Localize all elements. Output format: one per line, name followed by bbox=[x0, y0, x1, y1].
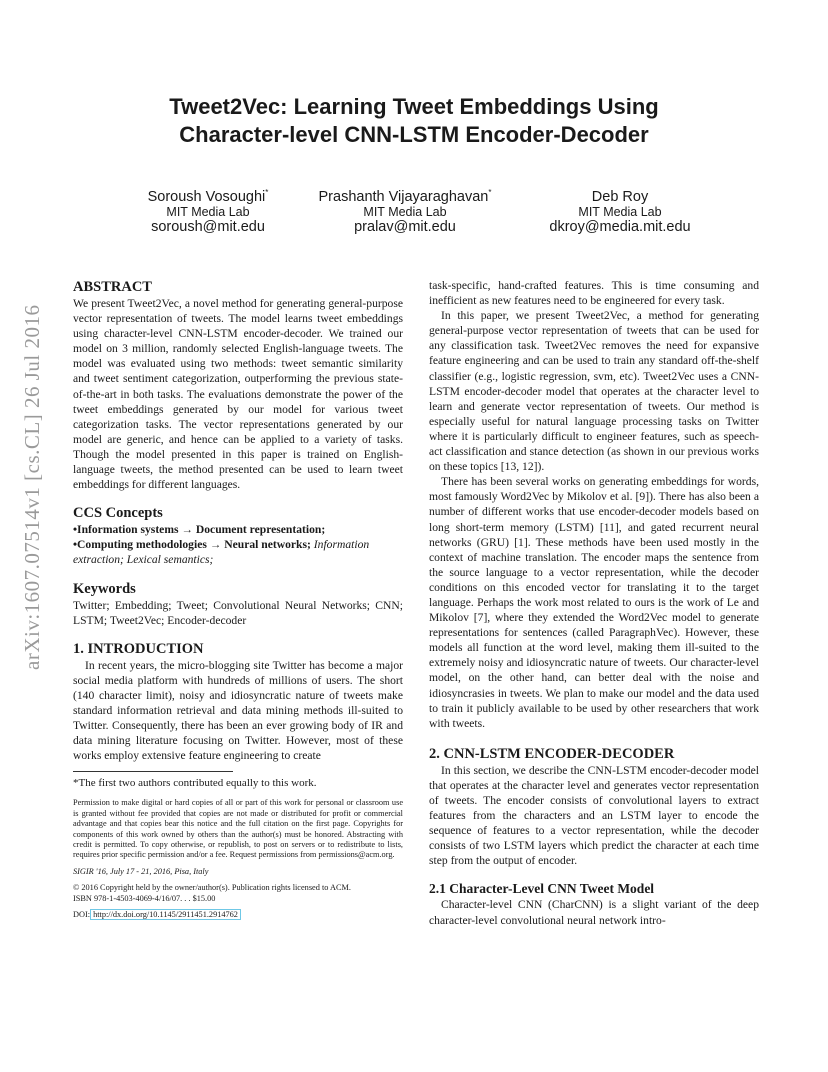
ccs-heading: CCS Concepts bbox=[73, 505, 163, 522]
footnote-rule bbox=[73, 771, 233, 772]
ccs-line-1: •Information systems → Document representation; bbox=[73, 523, 326, 537]
ccs-concepts bbox=[73, 522, 403, 567]
ccs-line-2-italic: Information extraction; Lexical semantics; bbox=[73, 538, 370, 567]
author-email: soroush@mit.edu bbox=[151, 218, 265, 235]
section-2-heading: 2. CNN-LSTM ENCODER-DECODER bbox=[429, 745, 675, 762]
arxiv-stamp: arXiv:1607.07514v1 [cs.CL] 26 Jul 2016 bbox=[20, 304, 44, 670]
author-email: dkroy@media.mit.edu bbox=[549, 218, 691, 235]
author-email: pralav@mit.edu bbox=[354, 218, 456, 235]
author-mark: * bbox=[265, 188, 269, 197]
abstract-text: We present Tweet2Vec, a novel method for generating general-purpose vector representation of tweets. The model learns tweet embeddings using character-level CNN-LSTM encoder-decoder. We trained our model on 3 million, randomly selected English-language tweets. The model was evaluated using two methods: tweet semantic similarity and tweet sentiment categorization, outperforming the previous state-of-the-art in both tasks. The evaluations demonstrate the power of the tweet embeddings generated by our model for various tweet categorization tasks. The vector representations generated by our model are generic, and hence can be applied to a variety of tasks. Though the model presented in this paper is trained on English-language tweets, the method presented can be used to learn tweet embeddings for different languages. bbox=[73, 297, 403, 492]
intro-paragraph-1: In recent years, the micro-blogging site Twitter has become a major social media platform with hundreds of millions of users. The short (140 character limit), noisy and idiosyncratic nature of tweets make standard information retrieval and data mining methods ill-suited to Twitter. Consequently, there has been an ever growing body of IR and data mining literature focusing on Twitter. However, most of these works employ extensive feature engineering to create bbox=[73, 658, 403, 763]
footnote: *The first two authors contributed equally to this work. bbox=[73, 777, 317, 790]
intro-paragraph-3: There has been several works on generating embeddings for words, most famously Word2Vec by Mikolov et al. [9]). There has also been a number of different works that use encoder-decoder models based on long short-term memory (LSTM) [11], and gated recurrent neural networks (GRU) [1]. These methods have been used mostly in the context of machine translation. The encoder maps the sentence from the source language to a vector representation, while the decoder conditions on this encoded vector for translating it to the target language. Perhaps the work most related to ours is the work of Le and Mikolov [7], where they extended the Word2Vec model to generate representations for sentences (called ParagraphVec). However, these models all function at the word level, making them ill-suited to the extremely noisy and idiosyncratic nature of tweets. Our character-level model, on the other hand, can better deal with the noise and idiosyncrasies in tweets. We plan to make our model and the data used to train it publicly available to be used by other researchers that work with tweets. bbox=[429, 475, 759, 730]
right-column bbox=[429, 278, 759, 928]
section-2-text: In this section, we describe the CNN-LSTM encoder-decoder model that operates at the character level and generates vector representation of tweets. The encoder consists of convolutional layers to extract features from the characters and an LSTM layer to encode the sequence of features to a vector representation, while the decoder consists of two LSTM layers which predict the character at each time step from the output of encoder. bbox=[429, 763, 759, 868]
doi-link[interactable]: http://dx.doi.org/10.1145/2911451.2914762 bbox=[90, 909, 241, 920]
author-block bbox=[118, 184, 298, 236]
left-column bbox=[73, 278, 403, 920]
title-line-2: Character-level CNN-LSTM Encoder-Decoder bbox=[179, 122, 649, 147]
title-line-1: Tweet2Vec: Learning Tweet Embeddings Using bbox=[169, 94, 659, 119]
section-2-1-text: Character-level CNN (CharCNN) is a slight variant of the deep character-level convolutional neural network intro- bbox=[429, 898, 759, 927]
author-block bbox=[304, 184, 506, 236]
keywords-heading: Keywords bbox=[73, 580, 136, 597]
intro-heading: 1. INTRODUCTION bbox=[73, 640, 204, 657]
isbn: ISBN 978-1-4503-4069-4/16/07. . . $15.00 bbox=[73, 893, 216, 903]
doi-label: DOI: bbox=[73, 910, 91, 919]
ccs-line-2: •Computing methodologies → Neural networks; bbox=[73, 538, 311, 552]
author-block bbox=[530, 184, 710, 236]
author-mark: * bbox=[488, 188, 492, 197]
intro-paragraph-2: In this paper, we present Tweet2Vec, a method for generating general-purpose vector representation of tweets that can be used for any classification task. Tweet2Vec removes the need for expansive feature engineering and can be used to train any standard off-the-shelf classifier (e.g., logistic regression, svm, etc). Tweet2Vec uses a CNN-LSTM encoder-decoder model that operates at the character level to learn and generate vector representation of tweets. Our method is especially useful for natural language processing tasks on Twitter where it is particularly difficult to engineer features, such as speech-act classification and stance detection (as shown in our previous works on these topics [13, 12]). bbox=[429, 309, 759, 474]
intro-paragraph-1-continued: task-specific, hand-crafted features. This is time consuming and inefficient as new features need to be engineered for every task. bbox=[429, 279, 759, 308]
author-name: Prashanth Vijayaraghavan bbox=[318, 188, 489, 205]
author-name: Deb Roy bbox=[591, 188, 649, 205]
author-name: Soroush Vosoughi bbox=[147, 188, 266, 205]
section-2-1-heading: 2.1 Character-Level CNN Tweet Model bbox=[429, 881, 655, 897]
permission-notice: Permission to make digital or hard copies of all or part of this work for personal or classroom use is granted without fee provided that copies are not made or distributed for profit or commercial advantage and that copies bear this notice and the full citation on the first page. Copyrights for components of this work owned by others than the author(s) must be honored. Abstracting with credit is permitted. To copy otherwise, or republish, to post on servers or to redistribute to lists, requires prior specific permission and/or a fee. Request permissions from permissions@acm.org. bbox=[73, 798, 403, 860]
author-affiliation: MIT Media Lab bbox=[578, 204, 662, 219]
author-affiliation: MIT Media Lab bbox=[363, 204, 447, 219]
author-affiliation: MIT Media Lab bbox=[166, 204, 250, 219]
paper-title bbox=[60, 93, 768, 149]
copyright: © 2016 Copyright held by the owner/author(s). Publication rights licensed to ACM. bbox=[73, 883, 351, 893]
keywords-text: Twitter; Embedding; Tweet; Convolutional Neural Networks; CNN; LSTM; Tweet2Vec; Encoder-decoder bbox=[73, 598, 403, 627]
abstract-heading: ABSTRACT bbox=[73, 279, 152, 295]
doi bbox=[73, 910, 403, 920]
venue: SIGIR '16, July 17 - 21, 2016, Pisa, Italy bbox=[73, 866, 209, 876]
